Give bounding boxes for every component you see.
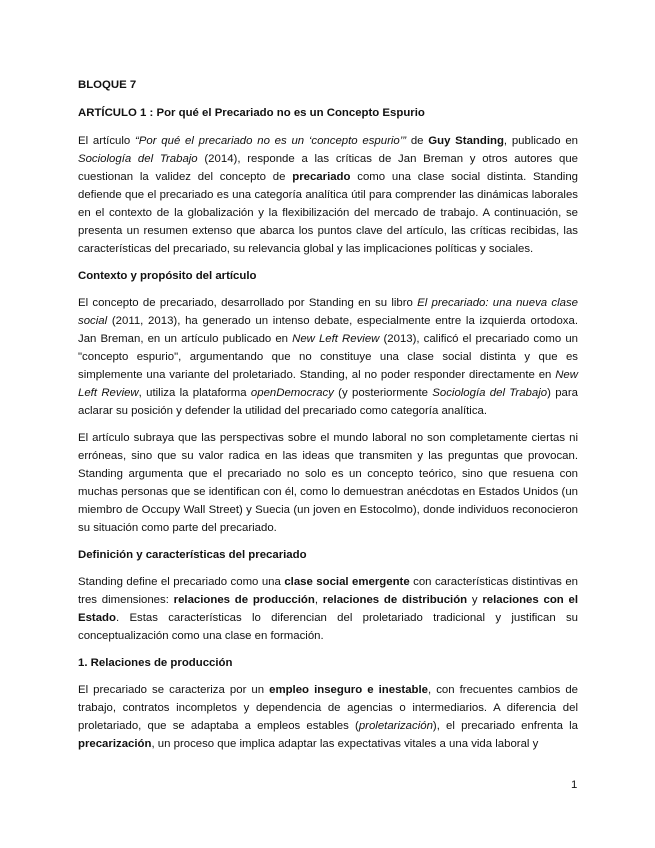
document-body — [78, 76, 578, 753]
paragraph-context: El concepto de precariado, desarrollado por Standing en su libro El precariado: una nueva clase social (2011, 2013), ha generado un intenso debate, especialmente entre la izquierda ortodoxa. Jan Breman, en un artículo publicado en New Left Review (2013), calificó el precariado como un "concepto espurio", argumentando que no constituye una clase social distinta y que es simplemente una variante del proletariado. Standing, al no poder responder directamente en New Left Review, utiliza la plataforma openDemocracy (y posteriormente Sociología del Trabajo) para aclarar su posición y defender la utilidad del precariado como categoría analítica. — [78, 297, 579, 417]
paragraph-production: El precariado se caracteriza por un empleo inseguro e inestable, con frecuentes cambios de trabajo, contratos incompletos y dependencia de agencias o intermediarios. A diferencia del proletariado, que se adaptaba a empleos estables (proletarización), el precariado enfrenta la precarización, un proceso que implica adaptar las expectativas vitales a una vida laboral y — [78, 684, 579, 750]
block-label: BLOQUE 7 — [78, 79, 137, 91]
paragraph-definition: Standing define el precariado como una clase social emergente con características distintivas en tres dimensiones: relaciones de producción, relaciones de distribución y relaciones con el Estado. Estas características lo diferencian del proletariado tradicional y justifican su conceptualización como una clase en formación. — [78, 576, 579, 642]
page-number: 1 — [571, 779, 578, 791]
paragraph-intro: El artículo “Por qué el precariado no es un ‘concepto espurio’” de Guy Standing, publicado en Sociología del Trabajo (2014), responde a las críticas de Jan Breman y otros autores que cuestionan la validez del concepto de precariado como una clase social distinta. Standing defiende que el precariado es una categoría analítica útil para comprender las dinámicas laborales en el contexto de la globalización y la flexibilización del mercado de trabajo. A continuación, se presenta un resumen extenso que abarca los puntos clave del artículo, las críticas recibidas, las características del precariado, su relevancia global y las implicaciones políticas y sociales. — [78, 135, 579, 255]
section-heading-production: 1. Relaciones de producción — [78, 657, 233, 669]
article-title: ARTÍCULO 1 : Por qué el Precariado no es un Concepto Espurio — [78, 107, 425, 119]
paragraph-perspectives: El artículo subraya que las perspectivas sobre el mundo laboral no son completamente ciertas ni erróneas, sino que su valor radica en las ideas que transmiten y las preguntas que provocan. Standing argumenta que el precariado no solo es un concepto teórico, sino que resuena con muchas personas que se identifican con él, como lo demuestran anécdotas en Estados Unidos (un miembro de Occupy Wall Street) y Suecia (un joven en Estocolmo), donde individuos reconocieron su situación como parte del precariado. — [78, 432, 578, 534]
section-heading-definition: Definición y características del precariado — [78, 549, 307, 561]
section-heading-context: Contexto y propósito del artículo — [78, 270, 257, 282]
